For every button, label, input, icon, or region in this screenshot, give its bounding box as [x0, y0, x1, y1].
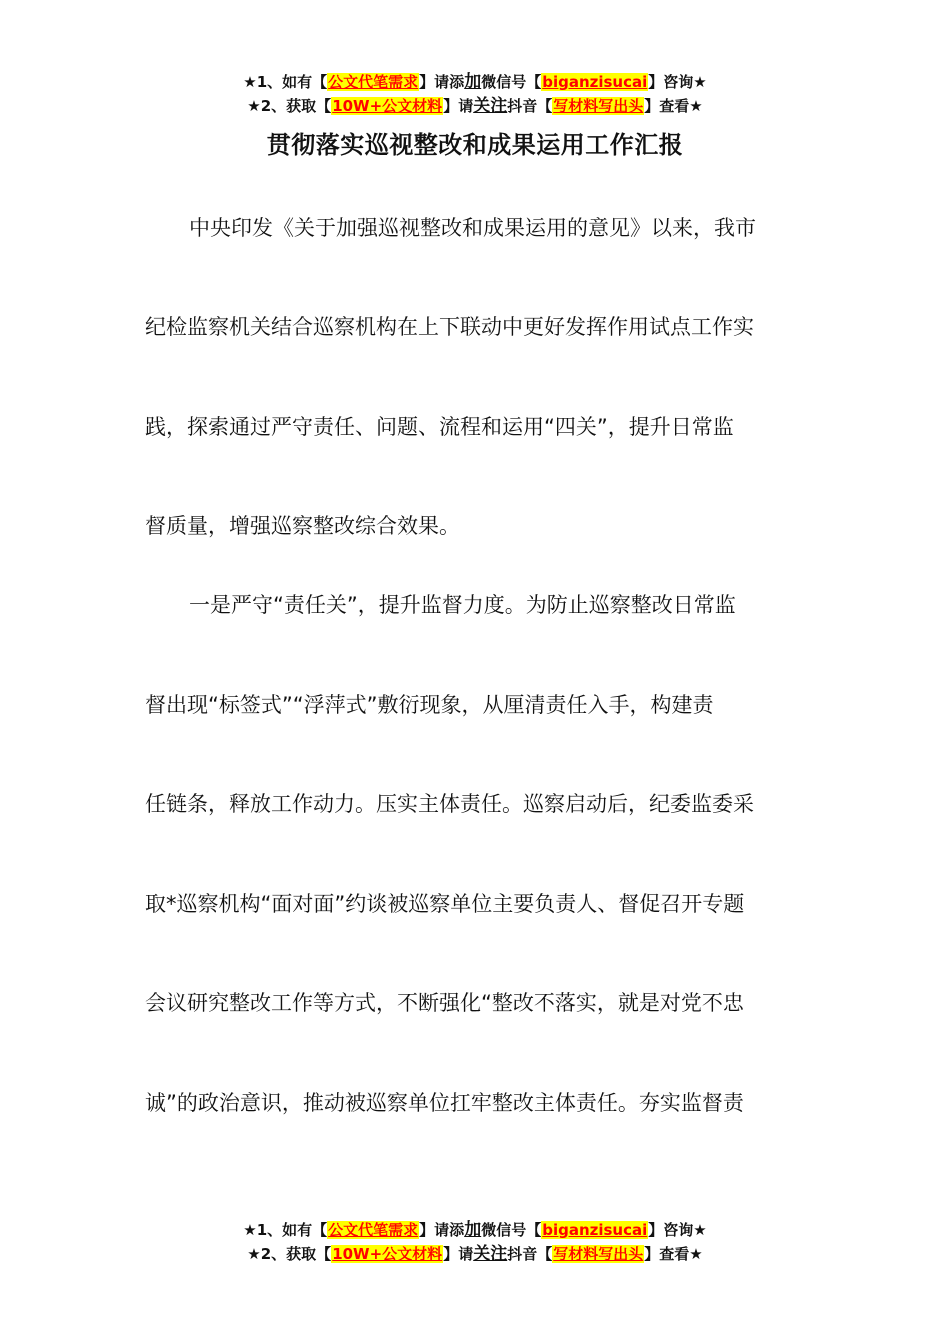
paragraph-line: 诚”的政治意识，推动被巡察单位扛牢整改主体责任。夯实监督责 — [145, 1091, 744, 1115]
document-title: 贯彻落实巡视整改和成果运用工作汇报 — [266, 131, 684, 159]
promo-line-2: ★2、获取【10W+公文材料】请关注抖音【写材料写出头】查看★ — [247, 1244, 703, 1264]
highlight-materials: 10W+公文材料 — [332, 1245, 443, 1263]
highlight-wechat-id: biganzisucai — [542, 1221, 648, 1239]
promo-banner-top — [0, 70, 950, 118]
highlight-materials: 10W+公文材料 — [332, 97, 443, 115]
paragraph-line: 纪检监察机关结合巡察机构在上下联动中更好发挥作用试点工作实 — [145, 315, 754, 339]
highlight-douyin-name: 写材料写出头 — [553, 1245, 644, 1263]
paragraph-line: 践，探索通过严守责任、问题、流程和运用“四关”，提升日常监 — [145, 415, 734, 439]
paragraph-line: 一是严守“责任关”，提升监督力度。为防止巡察整改日常监 — [189, 593, 736, 617]
highlight-wechat-id: biganzisucai — [542, 73, 648, 91]
highlight-douyin-name: 写材料写出头 — [553, 97, 644, 115]
highlight-service: 公文代笔需求 — [328, 1221, 419, 1239]
promo-line-2: ★2、获取【10W+公文材料】请关注抖音【写材料写出头】查看★ — [247, 96, 703, 116]
paragraph-line: 督出现“标签式”“浮萍式”敷衍现象，从厘清责任入手，构建责 — [145, 693, 714, 717]
paragraph-line: 取*巡察机构“面对面”约谈被巡察单位主要负责人、督促召开专题 — [145, 892, 745, 916]
highlight-service: 公文代笔需求 — [328, 73, 419, 91]
paragraph-line: 任链条，释放工作动力。压实主体责任。巡察启动后，纪委监委采 — [145, 792, 754, 816]
paragraph-line: 中央印发《关于加强巡视整改和成果运用的意见》以来，我市 — [189, 216, 756, 240]
paragraph-line: 督质量，增强巡察整改综合效果。 — [145, 514, 460, 538]
promo-line-1: ★1、如有【公文代笔需求】请添加微信号【biganzisucai】咨询★ — [243, 1220, 707, 1240]
paragraph-line: 会议研究整改工作等方式，不断强化“整改不落实，就是对党不忠 — [145, 991, 744, 1015]
promo-banner-bottom — [0, 1218, 950, 1266]
promo-line-1: ★1、如有【公文代笔需求】请添加微信号【biganzisucai】咨询★ — [243, 72, 707, 92]
